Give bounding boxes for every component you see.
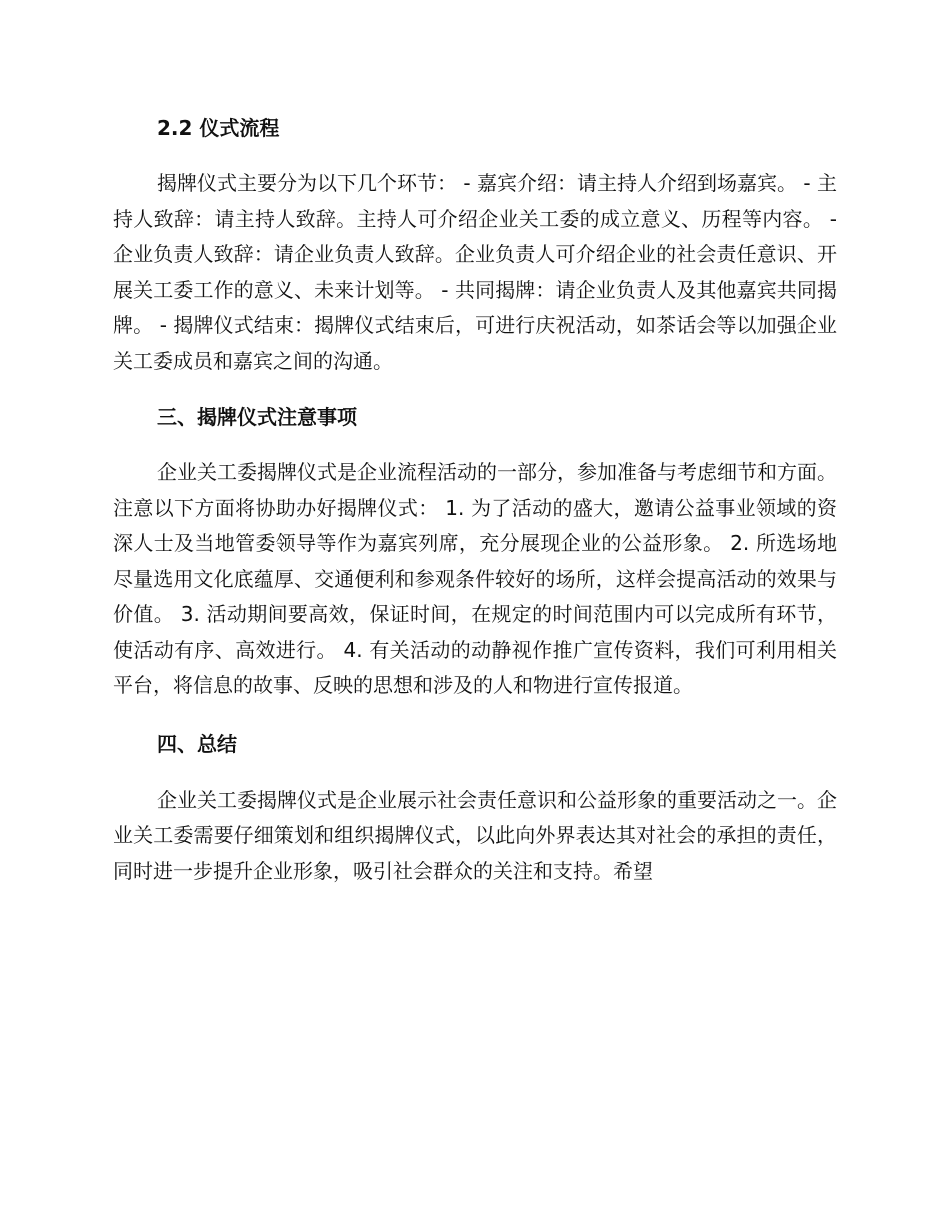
paragraph-precautions: 企业关工委揭牌仪式是企业流程活动的一部分，参加准备与考虑细节和方面。注意以下方面将协助办好揭牌仪式： 1. 为了活动的盛大，邀请公益事业领域的资深人士及当地管委领导等作为嘉宾列席，充分展现企业的公益形象。 2. 所选场地尽量选用文化底蕴厚、交通便利和参观条件较好的场所，这样会提高活动的效果与价值。 3. 活动期间要高效，保证时间，在规定的时间范围内可以完成所有环节，使活动有序、高效进行。 4. 有关活动的动静视作推广宣传资料，我们可利用相关平台，将信息的故事、反映的思想和涉及的人和物进行宣传报道。	[113, 460, 837, 697]
document-content	[113, 110, 837, 889]
section-heading-precautions: 三、揭牌仪式注意事项	[157, 405, 357, 429]
paragraph-summary: 企业关工委揭牌仪式是企业展示社会责任意识和公益形象的重要活动之一。企业关工委需要仔细策划和组织揭牌仪式，以此向外界表达其对社会的承担的责任，同时进一步提升企业形象，吸引社会群众的关注和支持。希望	[113, 787, 837, 883]
section-heading-summary: 四、总结	[157, 731, 237, 756]
section-heading-ceremony-process: 2.2 仪式流程	[157, 116, 280, 140]
paragraph-ceremony-process: 揭牌仪式主要分为以下几个环节： - 嘉宾介绍：请主持人介绍到场嘉宾。 - 主持人致辞：请主持人致辞。主持人可介绍企业关工委的成立意义、历程等内容。 - 企业负责人致辞：请企业负责人致辞。企业负责人可介绍企业的社会责任意识、开展关工委工作的意义、未来计划等。 - 共同揭牌：请企业负责人及其他嘉宾共同揭牌。 - 揭牌仪式结束：揭牌仪式结束后，可进行庆祝活动，如茶话会等以加强企业关工委成员和嘉宾之间的沟通。	[113, 171, 837, 373]
